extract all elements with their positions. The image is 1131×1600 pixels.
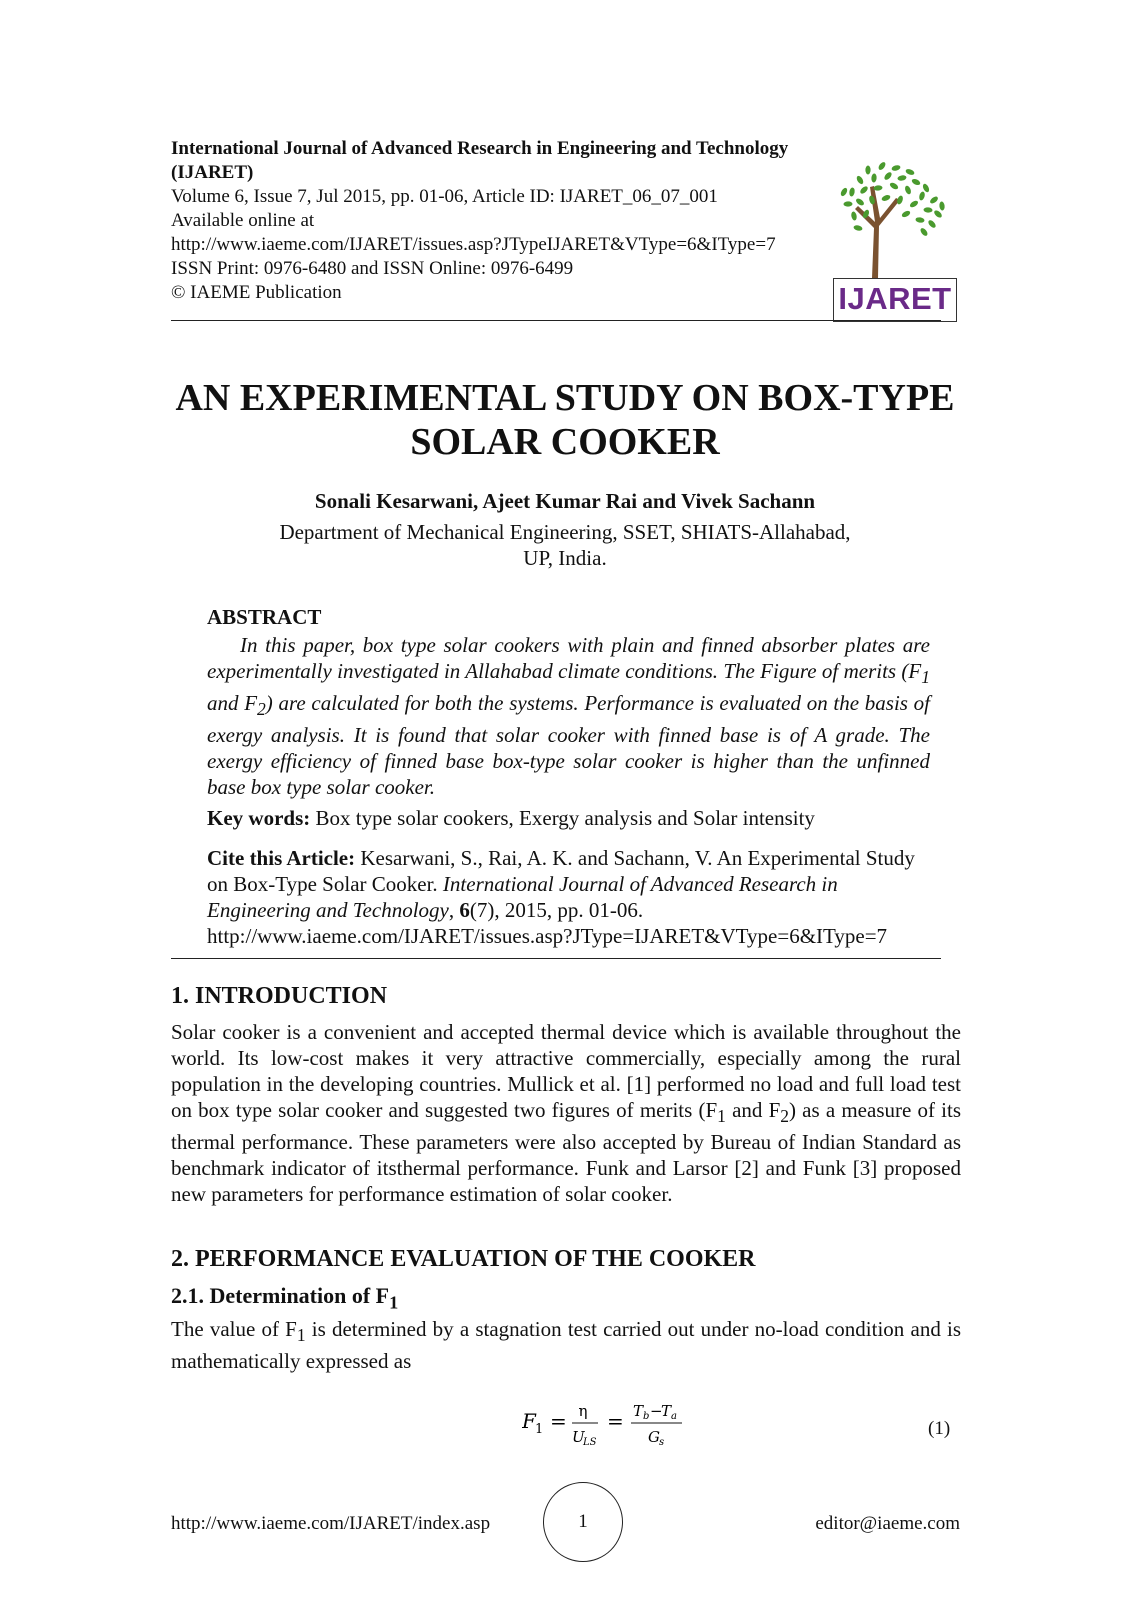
leaf-shape xyxy=(911,178,921,187)
abstract-sub-1: 1 xyxy=(921,667,930,688)
journal-name: International Journal of Advanced Research in Engineering and Technology (IJARET) xyxy=(171,138,789,183)
issue-url[interactable]: http://www.iaeme.com/IJARET/issues.asp?JTypeIJARET&VType=6&IType=7 xyxy=(171,234,776,255)
leaf-shape xyxy=(889,181,899,190)
tree-icon xyxy=(830,156,955,278)
available-online-label: Available online at xyxy=(171,210,315,231)
leaf-shape xyxy=(853,224,863,231)
logo-text: IJARET xyxy=(838,281,952,316)
eq-lhs-sub: 1 xyxy=(535,1422,544,1437)
cite-volume: 6 xyxy=(459,898,470,922)
leaf-shape xyxy=(918,191,925,201)
cite-label: Cite this Article: xyxy=(207,846,356,870)
eq-frac2-den-sub: s xyxy=(659,1437,665,1448)
subsection-title: 2.1. Determination of F xyxy=(171,1283,390,1308)
footer-url[interactable]: http://www.iaeme.com/IJARET/index.asp xyxy=(171,1513,491,1534)
leaf-shape xyxy=(851,211,858,221)
leaf-shape xyxy=(859,185,869,195)
leaf-shape xyxy=(839,187,848,197)
abstract-part-3: ) are calculated for both the systems. Performance is evaluated on the basis of exergy analysis. It is found that solar cooker with finned base is of A grade. The exergy efficiency of finned base box-type solar cooker is higher than the unfinned base box type solar cooker. xyxy=(207,691,931,800)
journal-header xyxy=(171,137,861,305)
leaf-shape xyxy=(909,199,919,208)
abstract-heading: ABSTRACT xyxy=(207,605,322,629)
cite-text-2: , xyxy=(448,898,460,922)
section2-paragraph xyxy=(171,1316,961,1374)
leaf-shape xyxy=(843,201,852,206)
leaf-shape xyxy=(855,197,865,206)
eq-frac1-num: η xyxy=(578,1402,588,1420)
subsection-sub: 1 xyxy=(389,1292,399,1313)
eq-frac2-num-b-sub: a xyxy=(671,1411,677,1422)
affiliation xyxy=(150,519,980,571)
footer-email[interactable]: editor@iaeme.com xyxy=(815,1513,960,1534)
eq-equals-1: = xyxy=(550,1409,567,1433)
page-number-badge xyxy=(543,1482,623,1562)
eq-frac2-num-a: T xyxy=(633,1402,644,1420)
keywords-label: Key words: xyxy=(207,806,311,830)
leaf-shape xyxy=(877,161,887,171)
leaf-shape xyxy=(927,219,937,229)
equation-1 xyxy=(522,1402,697,1462)
abstract-part-1: In this paper, box type solar cookers with plain and finned absorber plates are experimentally investigated in Allahabad climate conditions. The Figure of merits (F xyxy=(207,633,930,683)
leaf-shape xyxy=(871,173,877,182)
leaf-shape xyxy=(849,187,856,197)
page-number: 1 xyxy=(578,1511,588,1532)
equation-svg xyxy=(522,1402,697,1462)
leaf-shape xyxy=(865,166,870,175)
journal-logo xyxy=(833,158,963,328)
logo-badge xyxy=(833,278,957,322)
authors: Sonali Kesarwani, Ajeet Kumar Rai and Vivek Sachann xyxy=(314,489,816,513)
eq-lhs: F xyxy=(522,1409,536,1433)
intro-part-1: Solar cooker is a convenient and accepted thermal device which is available throughout the world. Its low-cost makes it very attractive commercially, especially among the rural population in the developing countries. Mullick et al. [1] performed no load and full load test on box type solar cooker and suggested two figures of merits (F xyxy=(171,1020,961,1122)
abstract-divider xyxy=(171,958,941,959)
keywords-text: Box type solar cookers, Exergy analysis and Solar intensity xyxy=(310,806,815,830)
paper-title xyxy=(150,376,980,464)
leaf-shape xyxy=(883,171,893,181)
section-heading-introduction: 1. INTRODUCTION xyxy=(171,983,388,1009)
section-heading-performance: 2. PERFORMANCE EVALUATION OF THE COOKER xyxy=(171,1246,756,1272)
intro-part-2: and F xyxy=(725,1098,781,1122)
leaf-shape xyxy=(904,185,912,195)
leaf-shape xyxy=(933,209,943,219)
eq-frac1-den-sub: LS xyxy=(583,1437,597,1448)
cite-text-3: (7), 2015, pp. 01-06. xyxy=(469,898,644,922)
sec2-sub-1: 1 xyxy=(296,1325,306,1346)
leaf-shape xyxy=(915,217,925,224)
abstract-part-2: and F xyxy=(207,691,258,716)
abstract-text xyxy=(207,632,930,800)
leaf-shape xyxy=(855,175,864,185)
cite-text-1: Kesarwani, S., Rai, A. K. and Sachann, V. An Experimental Study on Box-Type Solar Cooker. xyxy=(207,846,915,896)
publisher-line: © IAEME Publication xyxy=(171,282,342,303)
citation xyxy=(207,845,937,949)
sec2-part-1: The value of F xyxy=(171,1317,297,1341)
leaf-shape xyxy=(901,210,911,219)
subsection-heading-f1 xyxy=(171,1283,398,1313)
leaf-shape xyxy=(897,175,907,182)
affiliation-line-1: Department of Mechanical Engineering, SSET, SHIATS-Allahabad, xyxy=(279,520,851,544)
abstract-sub-2: 2 xyxy=(257,699,266,720)
introduction-paragraph xyxy=(171,1019,961,1207)
intro-sub-1: 1 xyxy=(717,1106,726,1127)
leaf-shape xyxy=(929,195,939,205)
leaf-shape xyxy=(905,168,915,176)
eq-equals-2: = xyxy=(607,1409,624,1433)
leaf-shape xyxy=(923,207,932,213)
cite-url[interactable]: http://www.iaeme.com/IJARET/issues.asp?JType=IJARET&VType=6&IType=7 xyxy=(207,924,888,948)
issn-line: ISSN Print: 0976-6480 and ISSN Online: 0976-6499 xyxy=(171,258,574,279)
intro-part-3: ) as a measure of its thermal performance. These parameters were also accepted by Bureau of Indian Standard as benchmark indicator of itsthermal performance. Funk and Larsor [2] and Funk [3] proposed new parameters for performance estimation of solar cooker. xyxy=(171,1098,961,1207)
leaf-shape xyxy=(891,164,901,171)
header-divider xyxy=(171,320,941,321)
leaf-shape xyxy=(919,227,929,237)
volume-line: Volume 6, Issue 7, Jul 2015, pp. 01-06, Article ID: IJARET_06_07_001 xyxy=(171,186,718,207)
eq-frac2-den: G xyxy=(648,1428,660,1446)
leaf-shape xyxy=(939,201,945,211)
sec2-part-2: is determined by a stagnation test carried out under no-load condition and is mathematically expressed as xyxy=(171,1317,962,1374)
intro-sub-2: 2 xyxy=(780,1106,790,1127)
affiliation-line-2: UP, India. xyxy=(523,546,607,570)
title-line-2: SOLAR COOKER xyxy=(410,421,720,463)
eq-frac2-minus: − xyxy=(650,1402,663,1420)
eq-frac1-den: U xyxy=(572,1428,585,1446)
eq-frac2-num-b: T xyxy=(661,1402,672,1420)
title-line-1: AN EXPERIMENTAL STUDY ON BOX-TYPE xyxy=(175,377,955,419)
equation-number: (1) xyxy=(928,1418,951,1439)
keywords xyxy=(207,806,930,831)
cite-journal: International Journal of Advanced Research in Engineering and Technology xyxy=(207,872,838,922)
eq-frac2-num-a-sub: b xyxy=(643,1411,650,1422)
leaf-shape xyxy=(881,194,891,202)
